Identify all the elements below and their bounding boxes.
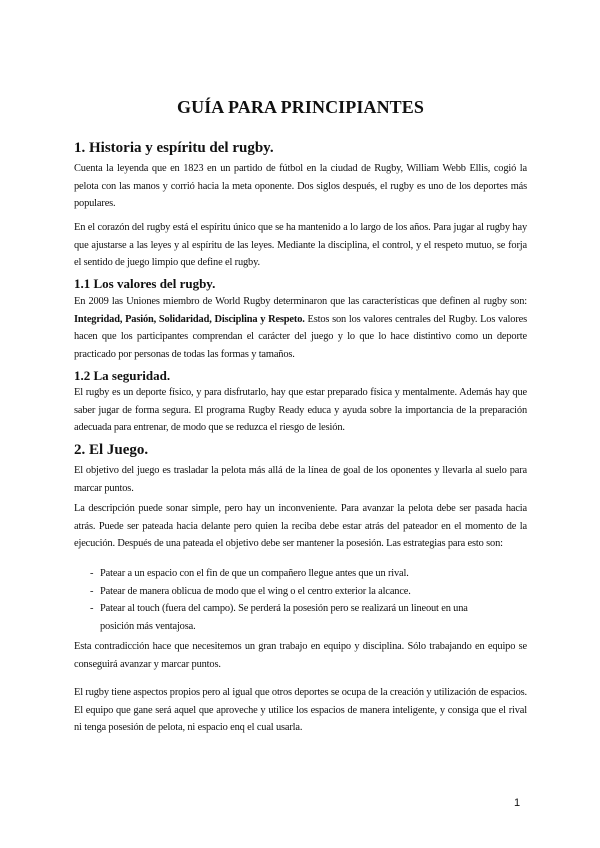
values-intro-text: En 2009 las Uniones miembro de World Rugby determinaron que las características que definen al rugby son: (74, 296, 527, 307)
section-2-paragraph-1: El objetivo del juego es trasladar la pelota más allá de la línea de goal de los oponentes y llevarla al suelo para marcar puntos. (74, 465, 527, 494)
section-1-heading: 1. Historia y espíritu del rugby. (74, 140, 274, 156)
section-2-heading: 2. El Juego. (74, 442, 149, 458)
strategy-item: - Patear al touch (fuera del campo). Se perderá la posesión pero se realizará un lineout en una posición más ventajosa. (74, 600, 500, 635)
section-1-2-heading: 1.2 La seguridad. (74, 368, 171, 383)
section-1-1-paragraph (74, 293, 527, 363)
section-2-paragraph-3: Esta contradicción hace que necesitemos un gran trabajo en equipo y disciplina. Sólo trabajando en equipo se conseguirá avanzar y marcar puntos. (74, 641, 527, 670)
section-1-paragraph-2: En el corazón del rugby está el espíritu único que se ha mantenido a lo largo de los años. Para jugar al rugby hay que ajustarse a las leyes y al espíritu de las leyes. Mediante la disciplina, el control, y el respeto mutuo, se forja el sentido de juego limpio que define el rugby. (74, 222, 527, 268)
section-1-1-heading: 1.1 Los valores del rugby. (74, 276, 216, 291)
document-title: GUÍA PARA PRINCIPIANTES (177, 97, 424, 117)
values-list-bold: Integridad, Pasión, Solidaridad, Disciplina y Respeto. (74, 313, 305, 325)
section-1-2-paragraph: El rugby es un deporte físico, y para disfrutarlo, hay que estar preparado física y mentalmente. Además hay que saber jugar de forma segura. El programa Rugby Ready educa y ayuda sobre la importancia de la preparación adecuada para entrenar, de modo que se reduzca el riesgo de lesión. (74, 387, 527, 433)
section-2-paragraph-4: El rugby tiene aspectos propios pero al igual que otros deportes se ocupa de la creación y utilización de espacios. El equipo que gane será aquel que aproveche y utilice los espacios de manera inteligente, y consiga que el rival ni tenga posesión de pelota, ni espacio enq el cual usarla. (74, 687, 527, 733)
page-number: 1 (514, 797, 521, 809)
values-description-text: Estos son los valores centrales del Rugby. Los valores hacen que los participantes comprendan el carácter del juego y lo que lo hace distintivo como un deporte practicado por personas de todas las formas y tamaños. (74, 313, 527, 360)
strategy-item: - Patear a un espacio con el fin de que un compañero llegue antes que un rival. (74, 565, 500, 583)
section-1-paragraph-1: Cuenta la leyenda que en 1823 en un partido de fútbol en la ciudad de Rugby, William Webb Ellis, cogió la pelota con las manos y corrió hacia la meta oponente. Dos siglos después, el rugby es uno de los deportes más populares. (74, 163, 527, 209)
section-2-paragraph-2: La descripción puede sonar simple, pero hay un inconveniente. Para avanzar la pelota debe ser pasada hacia atrás. Puede ser pateada hacia delante pero quien la reciba debe estar atrás del pateador en el momento de la ejecución. Después de una pateada el objetivo debe ser mantener la posesión. Las estrategias para esto son: (74, 503, 527, 549)
strategies-list (74, 565, 527, 635)
strategy-item: - Patear de manera oblicua de modo que el wing o el centro exterior la alcance. (74, 583, 500, 601)
